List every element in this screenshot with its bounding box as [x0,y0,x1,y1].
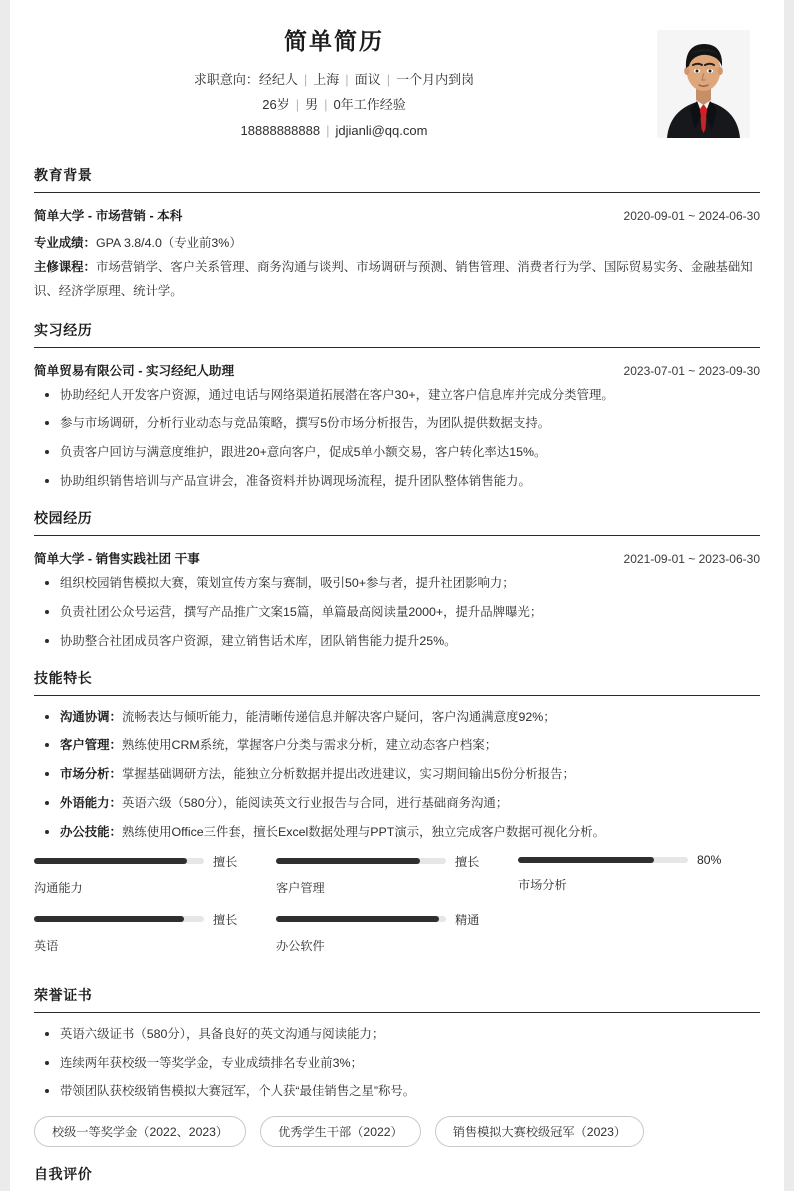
campus-entry-date: 2021-09-01 ~ 2023-06-30 [623,552,760,567]
education-school-major-degree: 简单大学 - 市场营销 - 本科 [34,209,183,224]
job-intent: 求职意向：经纪人 [193,72,298,88]
divider-icon: | [324,97,328,113]
skill-label: 办公技能： [60,824,122,839]
list-item: 带领团队获校级销售模拟大赛冠军，个人获“最佳销售之星”称号。 [34,1082,760,1102]
contact-line-3 [34,118,634,143]
list-item [34,765,760,785]
skill-bar-grid [34,853,760,969]
skill-bar-fill [518,857,654,863]
campus-entry-title [34,548,200,567]
skill-bar-row [518,853,760,867]
skill-text: 英语六级（580分），能阅读英文行业报告与合同，进行基础商务沟通； [121,796,509,811]
list-item [34,736,760,756]
section-title-campus: 校园经历 [34,510,93,527]
internship-company: 简单贸易有限公司 [34,363,135,378]
education-entry-header [34,205,760,224]
email-address: jdjianli@qq.com [335,122,428,138]
list-item: 负责客户回访与满意度维护，跟进20+意向客户，促成5单小额交易，客户转化率达15%。 [34,443,760,463]
section-title-education: 教育背景 [34,167,93,184]
skill-bar-track [276,858,446,864]
skill-bar-row [34,911,276,928]
list-item: 组织校园销售模拟大赛，策划宣传方案与赛制，吸引50+参与者，提升社团影响力； [34,574,760,594]
section-divider [34,695,760,696]
city: 上海 [313,72,340,88]
section-skills [34,668,760,969]
education-gpa-line [34,231,760,255]
internship-role: - 实习经纪人助理 [134,363,235,378]
section-internship [34,320,760,492]
section-divider [34,347,760,348]
status-badge[interactable]: 校级一等奖学金（2022、2023） [34,1116,246,1147]
campus-organization: 简单大学 [34,552,85,567]
skill-text: 熟练使用CRM系统，掌握客户分类与需求分析，建立动态客户档案； [121,738,498,753]
list-item: 英语六级证书（580分），具备良好的英文沟通与阅读能力； [34,1025,760,1045]
divider-icon: | [295,97,300,113]
phone-number: 18888888888 [240,122,321,138]
education-entry-date: 2020-09-01 ~ 2024-06-30 [623,209,760,224]
skill-bar-level: 擅长 [213,854,238,869]
availability: 一个月内到岗 [396,72,475,88]
education-gpa-label: 专业成绩： [34,236,96,251]
list-item: 负责社团公众号运营，撰写产品推广文案15篇，单篇最高阅读量2000+，提升品牌曝光； [34,603,760,623]
section-title-honors: 荣誉证书 [34,986,93,1003]
skill-label: 沟通协调： [60,709,122,724]
skill-bar-item [34,853,276,896]
internship-entry-title [34,360,234,379]
contact-line-1 [34,67,634,92]
skill-bar-fill [276,916,439,922]
skill-bar-name: 英语 [34,938,59,953]
skill-bar-name: 客户管理 [275,880,325,895]
campus-role: - 销售实践社团 干事 [84,552,200,567]
age: 26岁 [262,97,290,113]
avatar-portrait-icon [657,30,750,138]
skill-bar-row [276,911,518,928]
divider-icon: | [345,72,349,88]
skills-bullet-list [34,708,760,843]
resume-header [34,22,760,149]
skill-bar-item [276,911,518,954]
education-entry-title [34,205,182,224]
campus-entry-header [34,548,760,567]
divider-icon: | [326,122,330,138]
section-divider [34,1012,760,1013]
skill-bar-item [34,911,276,954]
skill-bar-row [276,853,518,870]
header-main-block [34,22,634,143]
work-years: 0年工作经验 [333,97,406,113]
skill-bar-item [518,853,760,896]
skill-bar-name: 市场分析 [517,877,567,892]
section-title-skills: 技能特长 [34,669,93,686]
section-divider [34,192,760,193]
education-courses-value: 市场营销学、客户关系管理、商务沟通与谈判、市场调研与预测、销售管理、消费者行为学、国际贸易实务、金融基础知识、经济学原理、统计学。 [34,260,753,299]
skill-bar-level: 擅长 [213,912,238,927]
contact-line-2 [34,92,634,117]
list-item: 协助组织销售培训与产品宣讲会，准备资料并协调现场流程，提升团队整体销售能力。 [34,472,760,492]
education-courses-label: 主修课程： [34,260,96,275]
list-item: 连续两年获校级一等奖学金，专业成绩排名专业前3%； [34,1054,760,1074]
resume-paper [10,0,784,1191]
skill-text: 熟练使用Office三件套，擅长Excel数据处理与PPT演示，独立完成客户数据可视化分析。 [121,824,605,839]
section-education [34,165,760,304]
section-campus [34,508,760,652]
internship-entry-date: 2023-07-01 ~ 2023-09-30 [623,363,760,378]
skill-bar-fill [34,858,187,864]
list-item [34,823,760,843]
skill-label: 外语能力： [60,796,122,811]
list-item: 参与市场调研，分析行业动态与竞品策略，撰写5份市场分析报告，为团队提供数据支持。 [34,414,760,434]
honors-tag-list [34,1116,760,1147]
salary: 面议 [354,72,381,88]
section-self-evaluation [34,1164,760,1191]
status-badge[interactable]: 优秀学生干部（2022） [260,1116,421,1147]
list-item [34,708,760,728]
skill-bar-level: 80% [696,852,722,867]
skill-bar-item [276,853,518,896]
skill-bar-name: 办公软件 [275,938,325,953]
skill-bar-level: 精通 [454,912,480,927]
skill-bar-track [34,858,204,864]
skill-bar-row [34,853,276,870]
honors-bullet-list [34,1025,760,1103]
section-honors [34,985,760,1148]
internship-entry-header [34,360,760,379]
status-badge[interactable]: 销售模拟大赛校级冠军（2023） [435,1116,644,1147]
skill-text: 掌握基础调研方法，能独立分析数据并提出改进建议，实习期间输出5份分析报告； [121,767,575,782]
section-title-self-evaluation: 自我评价 [34,1166,93,1183]
divider-icon: | [386,72,391,88]
skill-text: 流畅表达与倾听能力，能清晰传递信息并解决客户疑问，客户沟通满意度92%； [121,709,556,724]
gender: 男 [305,97,319,113]
skill-label: 市场分析： [60,767,122,782]
list-item [34,794,760,814]
skill-bar-fill [276,858,421,864]
page-title: 简单简历 [284,28,384,54]
skill-bar-level: 擅长 [454,854,480,869]
skill-label: 客户管理： [60,738,122,753]
skill-bar-track [518,857,688,863]
skill-bar-track [34,916,204,922]
skill-bar-fill [34,916,184,922]
skill-bar-name: 沟通能力 [34,880,83,895]
list-item: 协助经纪人开发客户资源，通过电话与网络渠道拓展潜在客户30+，建立客户信息库并完成分类管理。 [34,386,760,406]
section-title-internship: 实习经历 [34,321,93,338]
avatar [657,30,750,138]
section-divider [34,535,760,536]
list-item: 协助整合社团成员客户资源，建立销售话术库，团队销售能力提升25%。 [34,632,760,652]
campus-bullet-list [34,574,760,652]
skill-bar-track [276,916,446,922]
internship-bullet-list [34,386,760,492]
divider-icon: | [303,72,308,88]
education-gpa-value: GPA 3.8/4.0（专业前3%） [95,236,242,251]
education-courses-line [34,255,760,303]
